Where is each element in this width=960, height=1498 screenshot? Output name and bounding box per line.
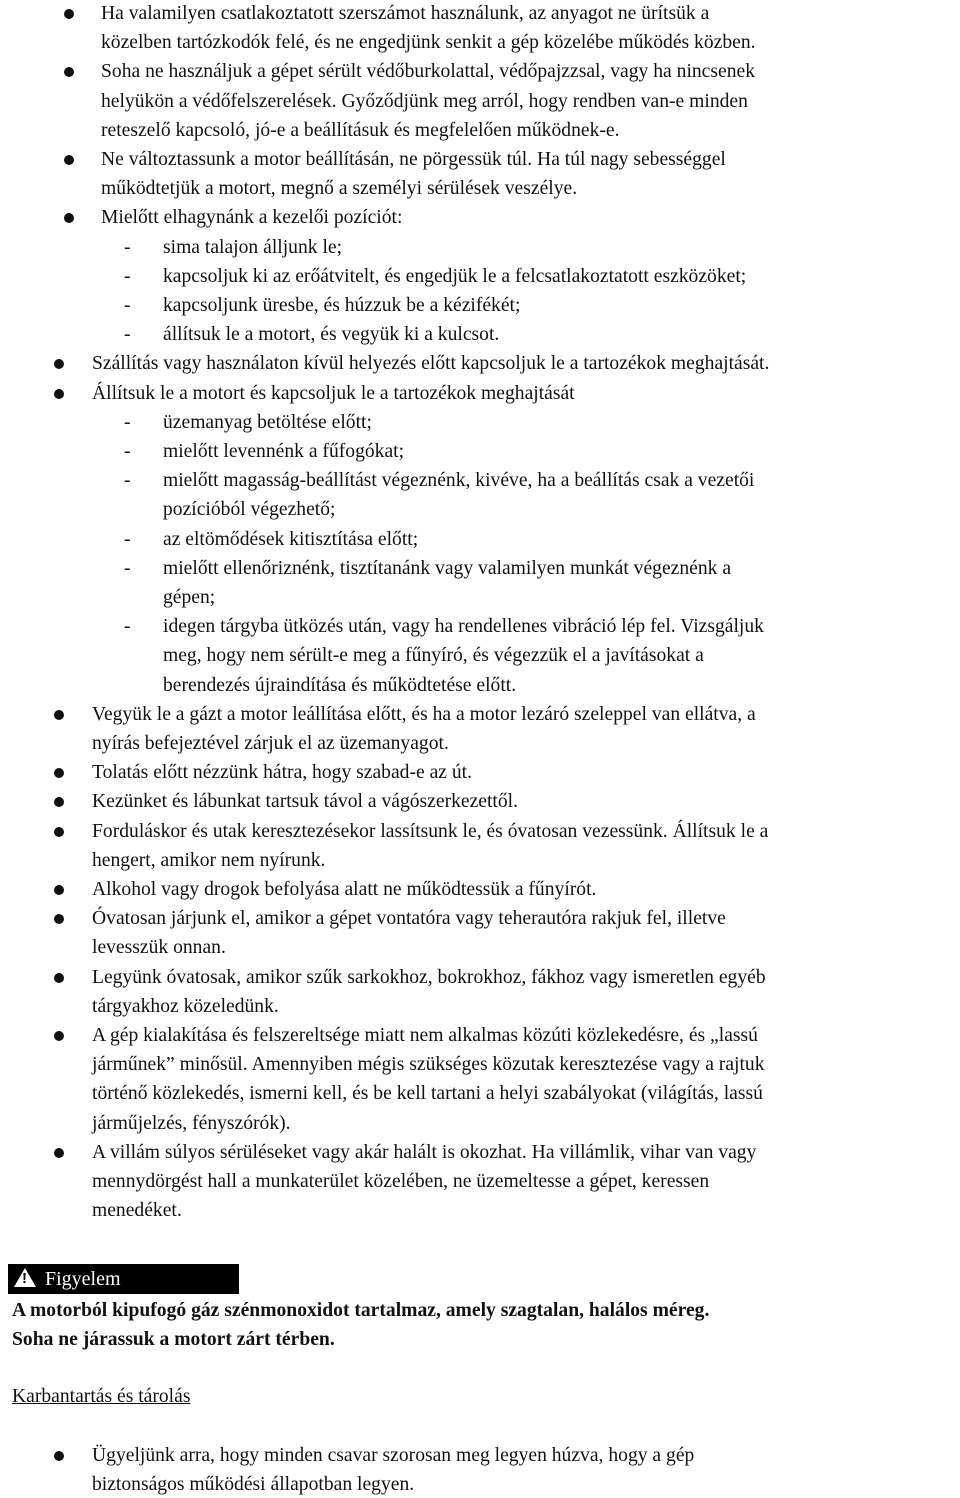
list-item-line: Kezünket és lábunkat tartsuk távol a vágószerkezettől. [92, 791, 519, 813]
list-item-line: Ügyeljünk arra, hogy minden csavar szorosan meg legyen húzva, hogy a gép [92, 1445, 695, 1466]
dash-icon: - [124, 265, 131, 287]
list-item-line: Alkohol vagy drogok befolyása alatt ne működtessük a fűnyírót. [92, 879, 597, 900]
list-item-line: Szállítás vagy használaton kívül helyezés előtt kapcsoljuk le a tartozékok meghajtását. [92, 353, 770, 375]
bullet-icon [54, 1451, 64, 1461]
list-item-line: A gép kialakítása és felszereltsége miatt nem alkalmas közúti közlekedésre, és „lassú [92, 1025, 758, 1046]
list-item-line: Mielőtt elhagynánk a kezelői pozíciót: [101, 207, 403, 229]
sub-item-line: meg, hogy nem sérült-e meg a fűnyíró, és végezzük el a javításokat a [163, 645, 704, 667]
list-item-line: A villám súlyos sérüléseket vagy akár halált is okozhat. Ha villámlik, vihar van vagy [92, 1141, 757, 1163]
list-item-line: történő közlekedés, ismerni kell, és be kell tartani a helyi szabályokat (világítás, lassú [92, 1083, 763, 1105]
dash-icon: - [124, 528, 131, 550]
bullet-icon [64, 67, 74, 77]
sub-item-line: gépen; [163, 587, 216, 608]
sub-item-line: üzemanyag betöltése előtt; [163, 411, 372, 433]
warning-text-line-2: Soha ne járassuk a motort zárt térben. [12, 1329, 335, 1350]
sub-item-line: kapcsoljuk ki az erőátvitelt, és engedjük le a felcsatlakoztatott eszközöket; [163, 265, 747, 287]
dash-icon: - [124, 236, 131, 258]
list-item-line: helyükön a védőfelszerelések. Győződjünk meg arról, hogy rendben van-e minden [101, 90, 748, 112]
list-item-line: Állítsuk le a motort és kapcsoljuk le a tartozékok meghajtását [92, 382, 575, 404]
sub-item-line: mielőtt magasság-beállítást végeznénk, kivéve, ha a beállítás csak a vezetői [163, 470, 755, 492]
list-item-line: Tolatás előtt nézzünk hátra, hogy szabad-e az út. [92, 762, 473, 784]
warning-label: Figyelem [45, 1268, 121, 1290]
sub-item-line: pozícióból végezhető; [163, 499, 336, 521]
sub-item-line: idegen tárgyba ütközés után, vagy ha rendellenes vibráció lép fel. Vizsgáljuk [163, 616, 764, 638]
list-item-line: járműjelzés, fényszórók). [92, 1112, 291, 1134]
bullet-icon [54, 1031, 64, 1041]
bullet-icon [54, 885, 64, 895]
sub-item-line: mielőtt levennénk a fűfogókat; [163, 441, 405, 462]
dash-icon: - [124, 295, 131, 316]
dash-icon: - [124, 470, 131, 492]
dash-icon: - [124, 441, 131, 462]
bullet-icon [54, 1148, 64, 1158]
bullet-icon [54, 359, 64, 369]
dash-icon: - [124, 411, 131, 433]
sub-item-line: az eltömődések kitisztítása előtt; [163, 528, 419, 550]
list-item-line: Óvatosan járjunk el, amikor a gépet vontatóra vagy teherautóra rakjuk fel, illetve [92, 908, 726, 930]
bullet-icon [54, 914, 64, 924]
section-title: Karbantartás és tárolás [12, 1386, 191, 1407]
list-item-line: járműnek” minősül. Amennyiben mégis szükséges közutak keresztezése vagy a rajtuk [92, 1054, 765, 1076]
list-item-line: Forduláskor és utak keresztezésekor lassítsunk le, és óvatosan vezessünk. Állítsuk le a [92, 820, 769, 842]
list-item-line: reteszelő kapcsoló, jó-e a beállításuk és megfelelően működnek-e. [101, 119, 620, 141]
bullet-icon [54, 389, 64, 399]
list-item-line: levesszük onnan. [92, 937, 226, 959]
list-item-line: biztonságos működési állapotban legyen. [92, 1474, 415, 1495]
list-item-line: közelben tartózkodók felé, és ne engedjünk senkit a gép közelébe működés közben. [101, 32, 756, 54]
list-item-line: mennydörgést hall a munkaterület közelében, ne üzemeltesse a gépet, keressen [92, 1171, 710, 1192]
sub-item-line: mielőtt ellenőriznénk, tisztítanánk vagy valamilyen munkát végeznénk a [163, 557, 732, 579]
list-item-line: Soha ne használjuk a gépet sérült védőburkolattal, védőpajzzsal, vagy ha nincsenek [101, 61, 755, 83]
bullet-icon [54, 768, 64, 778]
dash-icon: - [124, 616, 131, 638]
bullet-icon [54, 710, 64, 720]
bullet-icon [54, 797, 64, 807]
bullet-icon [64, 213, 74, 223]
sub-item-line: állítsuk le a motort, és vegyük ki a kulcsot. [163, 324, 500, 346]
warning-text-line-1: A motorból kipufogó gáz szénmonoxidot tartalmaz, amely szagtalan, halálos méreg. [12, 1300, 710, 1321]
bullet-icon [54, 827, 64, 837]
list-item-line: Ne változtassunk a motor beállításán, ne pörgessük túl. Ha túl nagy sebességgel [101, 149, 726, 170]
bullet-icon [54, 973, 64, 983]
list-item-line: Ha valamilyen csatlakoztatott szerszámot használunk, az anyagot ne ürítsük a [101, 3, 710, 24]
list-item-line: működtetjük a motort, megnő a személyi sérülések veszélye. [101, 178, 578, 200]
bullet-icon [64, 9, 74, 19]
list-item-line: Vegyük le a gázt a motor leállítása előtt, és ha a motor lezáró szeleppel van ellátva, a [92, 703, 756, 725]
dash-icon: - [124, 324, 131, 346]
warning-banner [8, 1264, 239, 1294]
sub-item-line: berendezés újraindítása és működtetése előtt. [163, 674, 517, 696]
sub-item-line: sima talajon álljunk le; [163, 236, 343, 258]
list-item-line: hengert, amikor nem nyírunk. [92, 849, 326, 871]
sub-item-line: kapcsoljunk üresbe, és húzzuk be a kézifékét; [163, 295, 521, 316]
bullet-icon [64, 155, 74, 165]
list-item-line: nyírás befejeztével zárjuk el az üzemanyagot. [92, 733, 449, 754]
list-item-line: Legyünk óvatosak, amikor szűk sarkokhoz, bokrokhoz, fákhoz vagy ismeretlen egyéb [92, 966, 766, 988]
list-item-line: tárgyakhoz közeledünk. [92, 995, 279, 1017]
warning-exclamation-icon: ! [22, 1270, 27, 1287]
dash-icon: - [124, 557, 131, 579]
list-item-line: menedéket. [92, 1200, 182, 1222]
